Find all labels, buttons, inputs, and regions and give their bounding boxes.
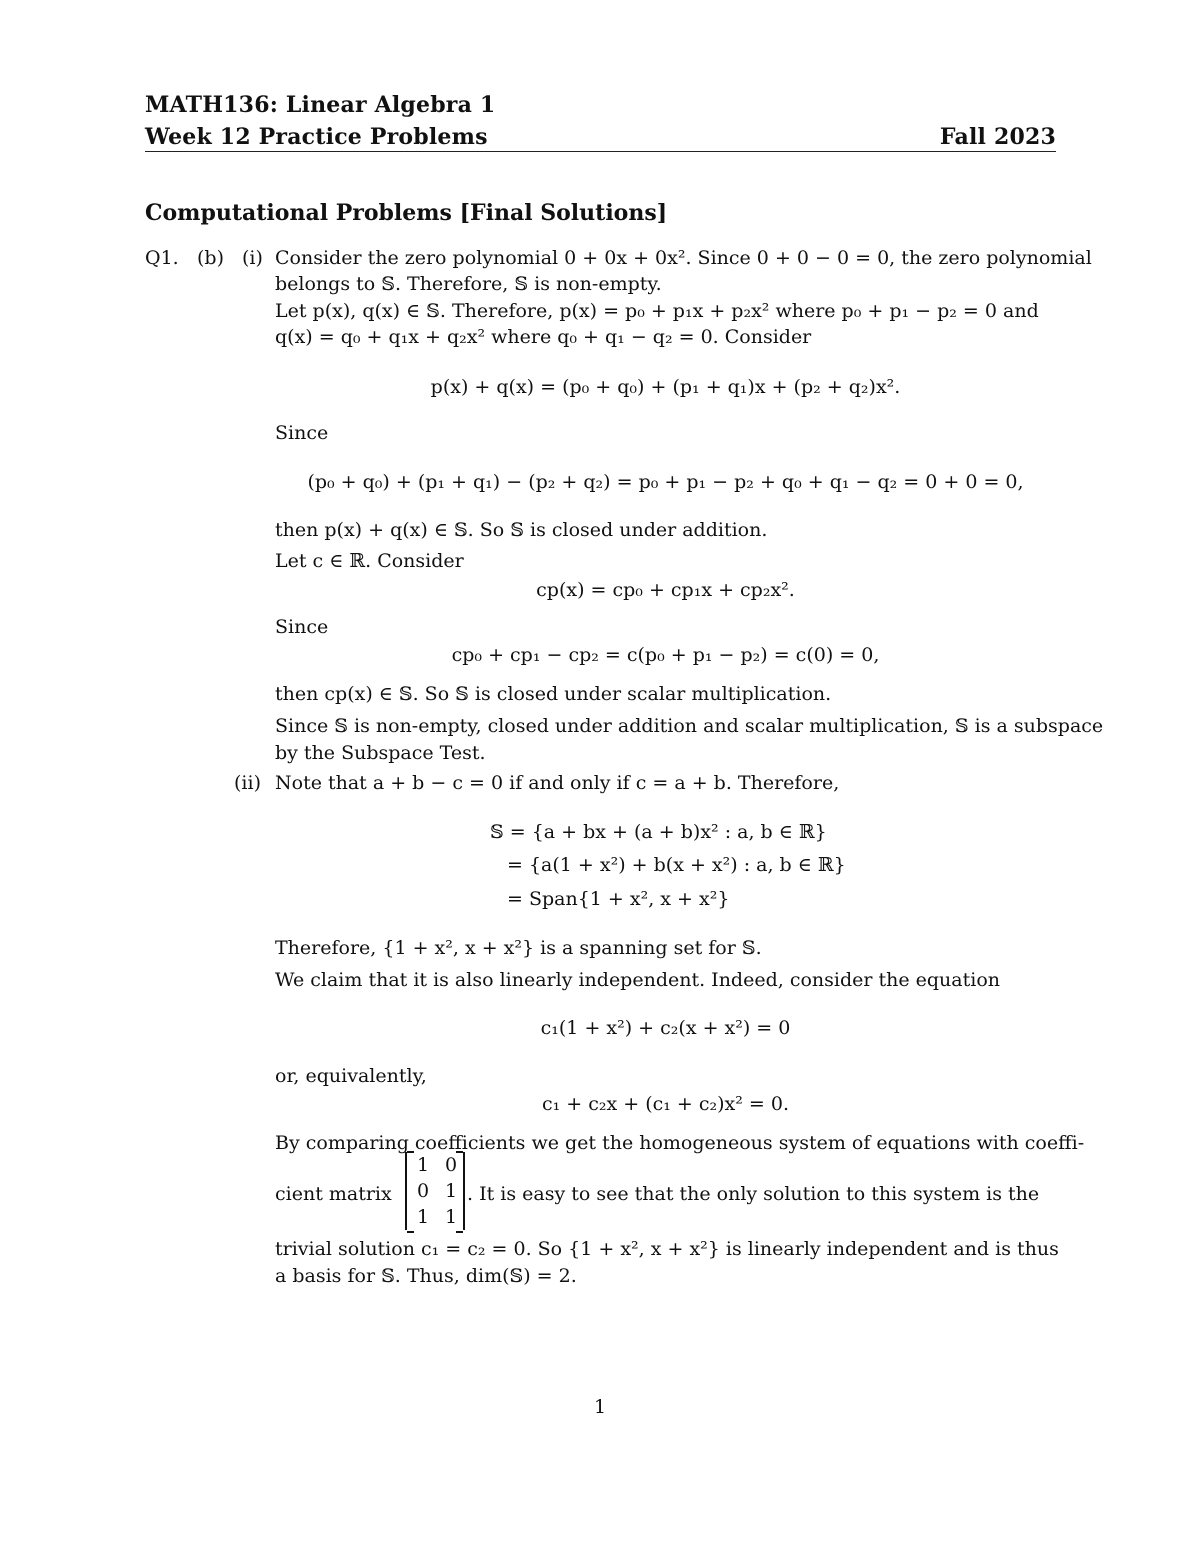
text-line: . It is easy to see that the only solution to this system is the xyxy=(467,1183,1040,1205)
matrix-cell: 0 xyxy=(445,1154,458,1176)
header-rule xyxy=(145,151,1056,152)
section-title: Computational Problems [Final Solutions] xyxy=(145,200,668,226)
subpart-ii-label: (ii) xyxy=(234,772,261,794)
text-line: by the Subspace Test. xyxy=(275,742,486,764)
matrix-cell: 1 xyxy=(417,1206,430,1228)
course-title: MATH136: Linear Algebra 1 xyxy=(145,92,496,118)
text-line: cient matrix xyxy=(275,1183,392,1205)
text-line: Since xyxy=(275,616,329,638)
text-line: a basis for 𝕊. Thus, dim(𝕊) = 2. xyxy=(275,1265,577,1287)
equation: cp(x) = cp₀ + cp₁x + cp₂x². xyxy=(536,579,795,601)
part-label: (b) xyxy=(197,247,224,269)
text-line: Therefore, {1 + x², x + x²} is a spanning set for 𝕊. xyxy=(275,937,762,959)
coefficient-matrix xyxy=(405,1152,465,1230)
text-line: then cp(x) ∈ 𝕊. So 𝕊 is closed under scalar multiplication. xyxy=(275,683,832,705)
matrix-cell: 1 xyxy=(417,1154,430,1176)
text-line: q(x) = q₀ + q₁x + q₂x² where q₀ + q₁ − q₂ = 0. Consider xyxy=(275,326,812,348)
text-line: We claim that it is also linearly independent. Indeed, consider the equation xyxy=(275,969,1001,991)
equation: (p₀ + q₀) + (p₁ + q₁) − (p₂ + q₂) = p₀ + p₁ − p₂ + q₀ + q₁ − q₂ = 0 + 0 = 0, xyxy=(307,471,1024,493)
page-number: 1 xyxy=(593,1396,607,1418)
text-line: belongs to 𝕊. Therefore, 𝕊 is non-empty. xyxy=(275,273,662,295)
text-line: Consider the zero polynomial 0 + 0x + 0x². Since 0 + 0 − 0 = 0, the zero polynomial xyxy=(275,247,1092,269)
equation: c₁(1 + x²) + c₂(x + x²) = 0 xyxy=(540,1017,791,1039)
equation: = Span{1 + x², x + x²} xyxy=(507,888,730,910)
equation: cp₀ + cp₁ − cp₂ = c(p₀ + p₁ − p₂) = c(0) = 0, xyxy=(451,644,880,666)
text-line: Let p(x), q(x) ∈ 𝕊. Therefore, p(x) = p₀ + p₁x + p₂x² where p₀ + p₁ − p₂ = 0 and xyxy=(275,300,1039,322)
equation: 𝕊 = {a + bx + (a + b)x² : a, b ∈ ℝ} xyxy=(490,821,827,843)
term-label: Fall 2023 xyxy=(939,124,1056,150)
text-line: Since 𝕊 is non-empty, closed under addition and scalar multiplication, 𝕊 is a subspace xyxy=(275,715,1104,737)
matrix-cell: 1 xyxy=(445,1180,458,1202)
equation: p(x) + q(x) = (p₀ + q₀) + (p₁ + q₁)x + (p₂ + q₂)x². xyxy=(430,376,901,398)
text-line: Note that a + b − c = 0 if and only if c = a + b. Therefore, xyxy=(275,772,840,794)
header-line-2 xyxy=(145,124,1056,150)
text-line: then p(x) + q(x) ∈ 𝕊. So 𝕊 is closed under addition. xyxy=(275,519,768,541)
text-line: By comparing coefficients we get the homogeneous system of equations with coeffi- xyxy=(275,1132,1085,1154)
matrix-cell: 0 xyxy=(417,1180,430,1202)
equation: c₁ + c₂x + (c₁ + c₂)x² = 0. xyxy=(541,1093,790,1115)
text-line: or, equivalently, xyxy=(275,1065,427,1087)
question-label: Q1. xyxy=(145,247,179,269)
equation: = {a(1 + x²) + b(x + x²) : a, b ∈ ℝ} xyxy=(507,854,846,876)
text-line: Let c ∈ ℝ. Consider xyxy=(275,550,464,572)
subpart-i-label: (i) xyxy=(242,247,263,269)
worksheet-title: Week 12 Practice Problems xyxy=(145,124,488,150)
matrix-cell: 1 xyxy=(445,1206,458,1228)
text-line: Since xyxy=(275,422,329,444)
text-line: trivial solution c₁ = c₂ = 0. So {1 + x², x + x²} is linearly independent and is thus xyxy=(275,1238,1059,1260)
